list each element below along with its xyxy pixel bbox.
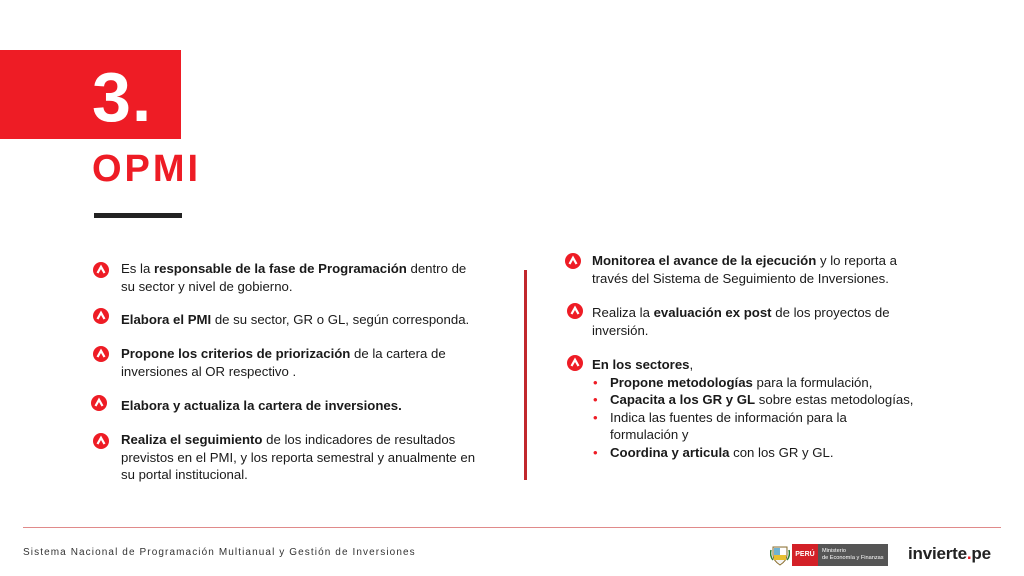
sub-list-item: • Capacita a los GR y GL sobre estas metodologías,: [592, 391, 922, 409]
sub-list: [592, 374, 922, 462]
chevron-up-icon: [93, 262, 109, 278]
list-item-heading: En los sectores,: [592, 357, 694, 372]
list-item: Realiza la evaluación ex post de los proyectos de inversión.: [592, 305, 890, 338]
list-item: Elabora el PMI de su sector, GR o GL, según corresponda.: [121, 312, 470, 327]
sub-list-item: • Coordina y articula con los GR y GL.: [592, 444, 922, 462]
section-number: 3.: [92, 58, 153, 136]
ministry-line: de Economía y Finanzas: [822, 555, 884, 561]
peru-badge: PERÚ: [792, 544, 818, 566]
chevron-up-icon: [93, 346, 109, 362]
chevron-up-icon: [93, 433, 109, 449]
invierte-logo: invierte.pe: [908, 544, 991, 563]
footer-text: Sistema Nacional de Programación Multianual y Gestión de Inversiones: [23, 547, 416, 558]
title-underline: [94, 213, 182, 218]
list-item: Monitorea el avance de la ejecución y lo reporta a través del Sistema de Seguimiento de Inversiones.: [592, 253, 897, 286]
footer-divider: [23, 527, 1001, 528]
section-number-block: [0, 50, 181, 139]
sub-list-item: • Propone metodologías para la formulación,: [592, 374, 922, 392]
page-title: OPMI: [92, 148, 202, 190]
chevron-up-icon: [567, 303, 583, 319]
sub-list-item: • Indica las fuentes de información para la formulación y: [592, 409, 870, 444]
coat-of-arms-icon: [770, 544, 790, 566]
list-item: Es la responsable de la fase de Programación dentro de su sector y nivel de gobierno.: [121, 261, 467, 294]
ministry-logo: [770, 543, 888, 567]
list-item: Elabora y actualiza la cartera de inversiones.: [121, 398, 402, 413]
chevron-up-icon: [93, 308, 109, 324]
ministry-line: Ministerio: [822, 548, 846, 554]
list-item: [592, 356, 922, 462]
list-item: Realiza el seguimiento de los indicadores de resultados previstos en el PMI, y los reporta semestral y anualmente en su portal institucional.: [121, 432, 476, 483]
chevron-up-icon: [565, 253, 581, 269]
ministry-name: [818, 544, 888, 566]
list-item: Propone los criterios de priorización de la cartera de inversiones al OR respectivo .: [121, 346, 446, 379]
chevron-up-icon: [567, 355, 583, 371]
column-divider: [524, 270, 527, 480]
chevron-up-icon: [91, 395, 107, 411]
